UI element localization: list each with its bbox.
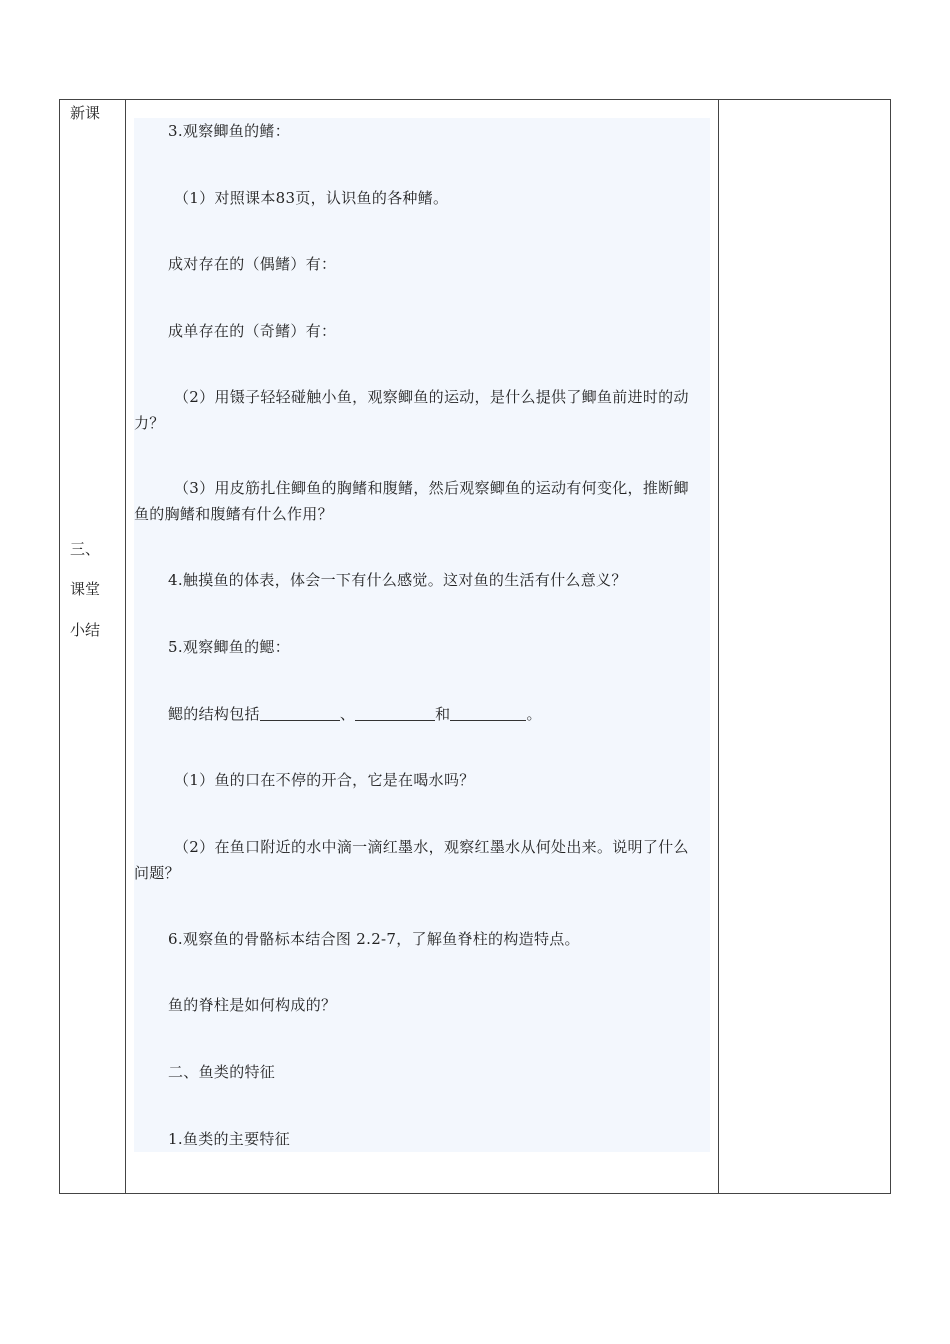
lesson-label: 新课 <box>70 104 101 122</box>
separator-text: 、 <box>339 705 356 723</box>
paragraph-main-features: 1.鱼类的主要特征 <box>168 1130 291 1148</box>
paragraph-fish-features-heading: 二、鱼类的特征 <box>168 1063 276 1081</box>
gill-structure-text: 鳃的结构包括 <box>168 705 260 723</box>
paragraph-fin-motion: （2）用镊子轻轻碰触小鱼，观察鲫鱼的运动，是什么提供了鲫鱼前进时的动力？ <box>134 388 689 432</box>
answer-blank-2[interactable] <box>355 704 435 721</box>
paragraph-spine-question: 鱼的脊柱是如何构成的？ <box>168 996 337 1014</box>
left-label-cell <box>60 100 125 1193</box>
paragraph-mouth-question: （1）鱼的口在不停的开合，它是在喝水吗？ <box>174 771 475 789</box>
period-text: 。 <box>526 705 542 723</box>
conjunction-text: 和 <box>435 705 451 723</box>
column-divider <box>125 100 126 1193</box>
answer-blank-3[interactable] <box>450 704 526 721</box>
paragraph-single-fins: 成单存在的（奇鳍）有： <box>168 322 337 340</box>
paragraph-skeleton: 6.观察鱼的骨骼标本结合图 2.2-7，了解鱼脊柱的构造特点。 <box>168 930 580 948</box>
section-title-line1: 课堂 <box>70 580 101 598</box>
paragraph-red-ink: （2）在鱼口附近的水中滴一滴红墨水，观察红墨水从何处出来。说明了什么问题？ <box>134 838 689 882</box>
answer-blank-1[interactable] <box>260 704 340 721</box>
worksheet-table <box>59 99 891 1194</box>
paragraph-fins-heading: 3.观察鲫鱼的鳍： <box>168 122 291 140</box>
paragraph-paired-fins: 成对存在的（偶鳍）有： <box>168 255 337 273</box>
paragraph-fins-textbook: （1）对照课本83页，认识鱼的各种鳍。 <box>174 189 449 207</box>
paragraph-gills-heading: 5.观察鲫鱼的鳃： <box>168 638 291 656</box>
paragraph-body-surface: 4.触摸鱼的体表，体会一下有什么感觉。这对鱼的生活有什么意义？ <box>168 571 627 589</box>
paragraph-fin-experiment: （3）用皮筋扎住鲫鱼的胸鳍和腹鳍，然后观察鲫鱼的运动有何变化，推断鲫鱼的胸鳍和腹鳍有什么作用？ <box>134 479 689 523</box>
paragraph-gill-structure <box>134 701 738 727</box>
section-title-line2: 小结 <box>70 621 101 639</box>
section-number: 三、 <box>70 540 101 558</box>
